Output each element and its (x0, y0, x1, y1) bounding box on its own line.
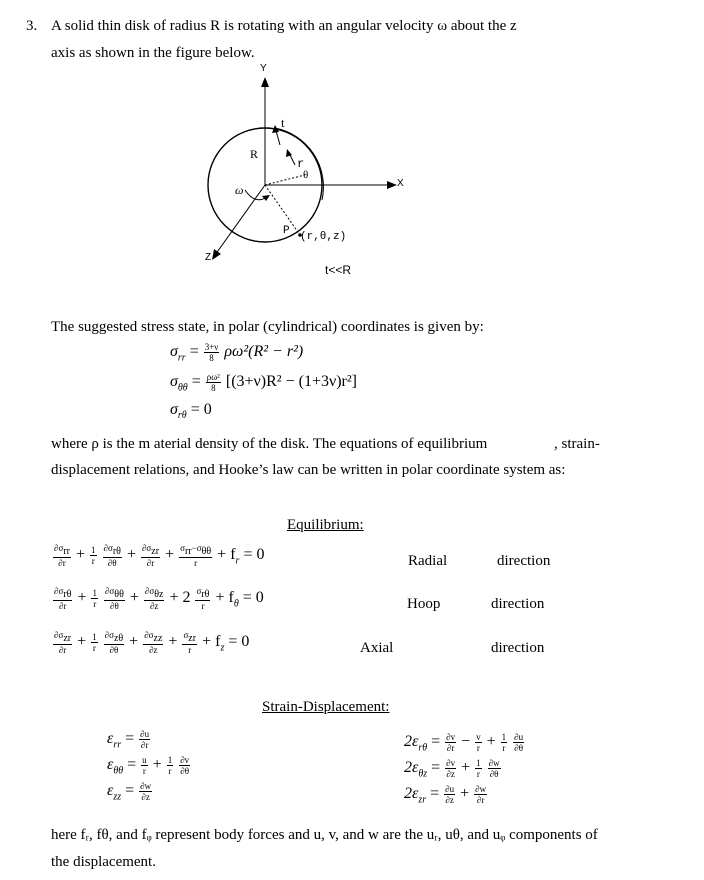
label-p: P (283, 225, 290, 237)
strain-rr-equation: $\varepsilon_{rr}$ = $\frac{\partial u}{\partial r}$ (107, 729, 150, 751)
sigma-rtheta-equation: $\sigma_{r\theta} = 0$ (170, 401, 212, 422)
footer-line-2: the displacement. (51, 854, 156, 870)
label-r: r (297, 157, 305, 171)
label-thin-condition: t<<R (325, 263, 352, 277)
label-radius: R (250, 147, 259, 161)
disk-figure (175, 65, 435, 285)
equilibrium-radial-equation: $\frac{\partial\sigma_{rr}}{\partial r}$ + $\frac{1}{r}$ $\frac{\partial\sigma_{r\theta}}{\partial\theta}$ + $\frac{\partial\sigma_{zr}}{\partial r}$ + $\frac{\sigma_{rr}-\sigma_{\theta\theta}}{r}$ + $f_r = 0$ (54, 543, 265, 568)
radial-label: Radial (408, 553, 448, 569)
sigma-theta-equation: $\sigma_{\theta\theta}$ = $\frac{\text{ρω²}}{8}$ [(3+ν)R² − (1+3ν)r²] (170, 372, 357, 394)
axial-direction: direction (491, 640, 545, 656)
where-line-1b: , strain- (554, 436, 600, 452)
equilibrium-hoop-equation: $\frac{\partial\sigma_{r\theta}}{\partial r}$ + $\frac{1}{r}$ $\frac{\partial\sigma_{\theta\theta}}{\partial\theta}$ + $\frac{\partial\sigma_{\theta z}}{\partial z}$ + 2 $\frac{\sigma_{r\theta}}{r}$ + $f_\theta = 0$ (54, 586, 264, 611)
equilibrium-heading: Equilibrium: (287, 517, 364, 533)
hoop-label: Hoop (407, 596, 441, 612)
where-line-1a: where ρ is the m aterial density of the disk. The equations of equilibrium (51, 436, 488, 452)
stress-intro: The suggested stress state, in polar (cylindrical) coordinates is given by: (51, 319, 484, 335)
problem-line-2: axis as shown in the figure below. (51, 45, 255, 61)
label-theta: θ (303, 169, 309, 181)
z-axis-arrow (212, 249, 221, 260)
label-x: X (397, 178, 404, 189)
shear-zr-equation: $2\varepsilon_{zr}$ = $\frac{\partial u}{\partial z}$ + $\frac{\partial w}{\partial r}$ (404, 784, 487, 806)
problem-number: 3. (26, 18, 38, 34)
footer-line-1: here fᵣ, fθ, and fᵩ represent body forces and u, v, and w are the uᵣ, uθ, and uᵩ components of (51, 827, 598, 843)
strain-heading: Strain-Displacement: (262, 699, 390, 715)
hoop-direction: direction (491, 596, 545, 612)
problem-line-1: A solid thin disk of radius R is rotating with an angular velocity ω about the z (51, 18, 517, 34)
sigma-rr-equation: $\sigma_{rr}$ = $\frac{3+\nu}{8}$ ρω²(R² − r²) (170, 342, 304, 364)
where-line-2: displacement relations, and Hooke’s law can be written in polar coordinate system as: (51, 462, 566, 478)
radial-direction: direction (497, 553, 551, 569)
label-z: Z (205, 252, 212, 263)
strain-zz-equation: $\varepsilon_{zz}$ = $\frac{\partial w}{\partial z}$ (107, 781, 152, 803)
axial-label: Axial (360, 640, 394, 656)
equilibrium-axial-equation: $\frac{\partial\sigma_{zr}}{\partial r}$ + $\frac{1}{r}$ $\frac{\partial\sigma_{z\theta}}{\partial\theta}$ + $\frac{\partial\sigma_{zz}}{\partial z}$ + $\frac{\sigma_{zr}}{r}$ + $f_z = 0$ (54, 630, 250, 655)
shear-thetaz-equation: $2\varepsilon_{\theta z}$ = $\frac{\partial v}{\partial z}$ + $\frac{1}{r}$ $\frac{\partial w}{\partial\theta}$ (404, 758, 500, 780)
y-axis-arrow (261, 77, 269, 87)
x-axis-arrow (387, 181, 397, 189)
strain-theta-equation: $\varepsilon_{\theta\theta}$ = $\frac{u}{r}$ + $\frac{1}{r}$ $\frac{\partial v}{\partial\theta}$ (107, 755, 190, 777)
label-point-coordinates: (r,θ,z) (300, 231, 347, 243)
label-y: Y (260, 63, 267, 74)
shear-rtheta-equation: $2\varepsilon_{r\theta}$ = $\frac{\partial v}{\partial r}$ − $\frac{v}{r}$ + $\frac{1}{r}$ $\frac{\partial u}{\partial\theta}$ (404, 732, 524, 754)
label-omega: ω (235, 183, 244, 197)
label-thickness: t (281, 115, 285, 130)
